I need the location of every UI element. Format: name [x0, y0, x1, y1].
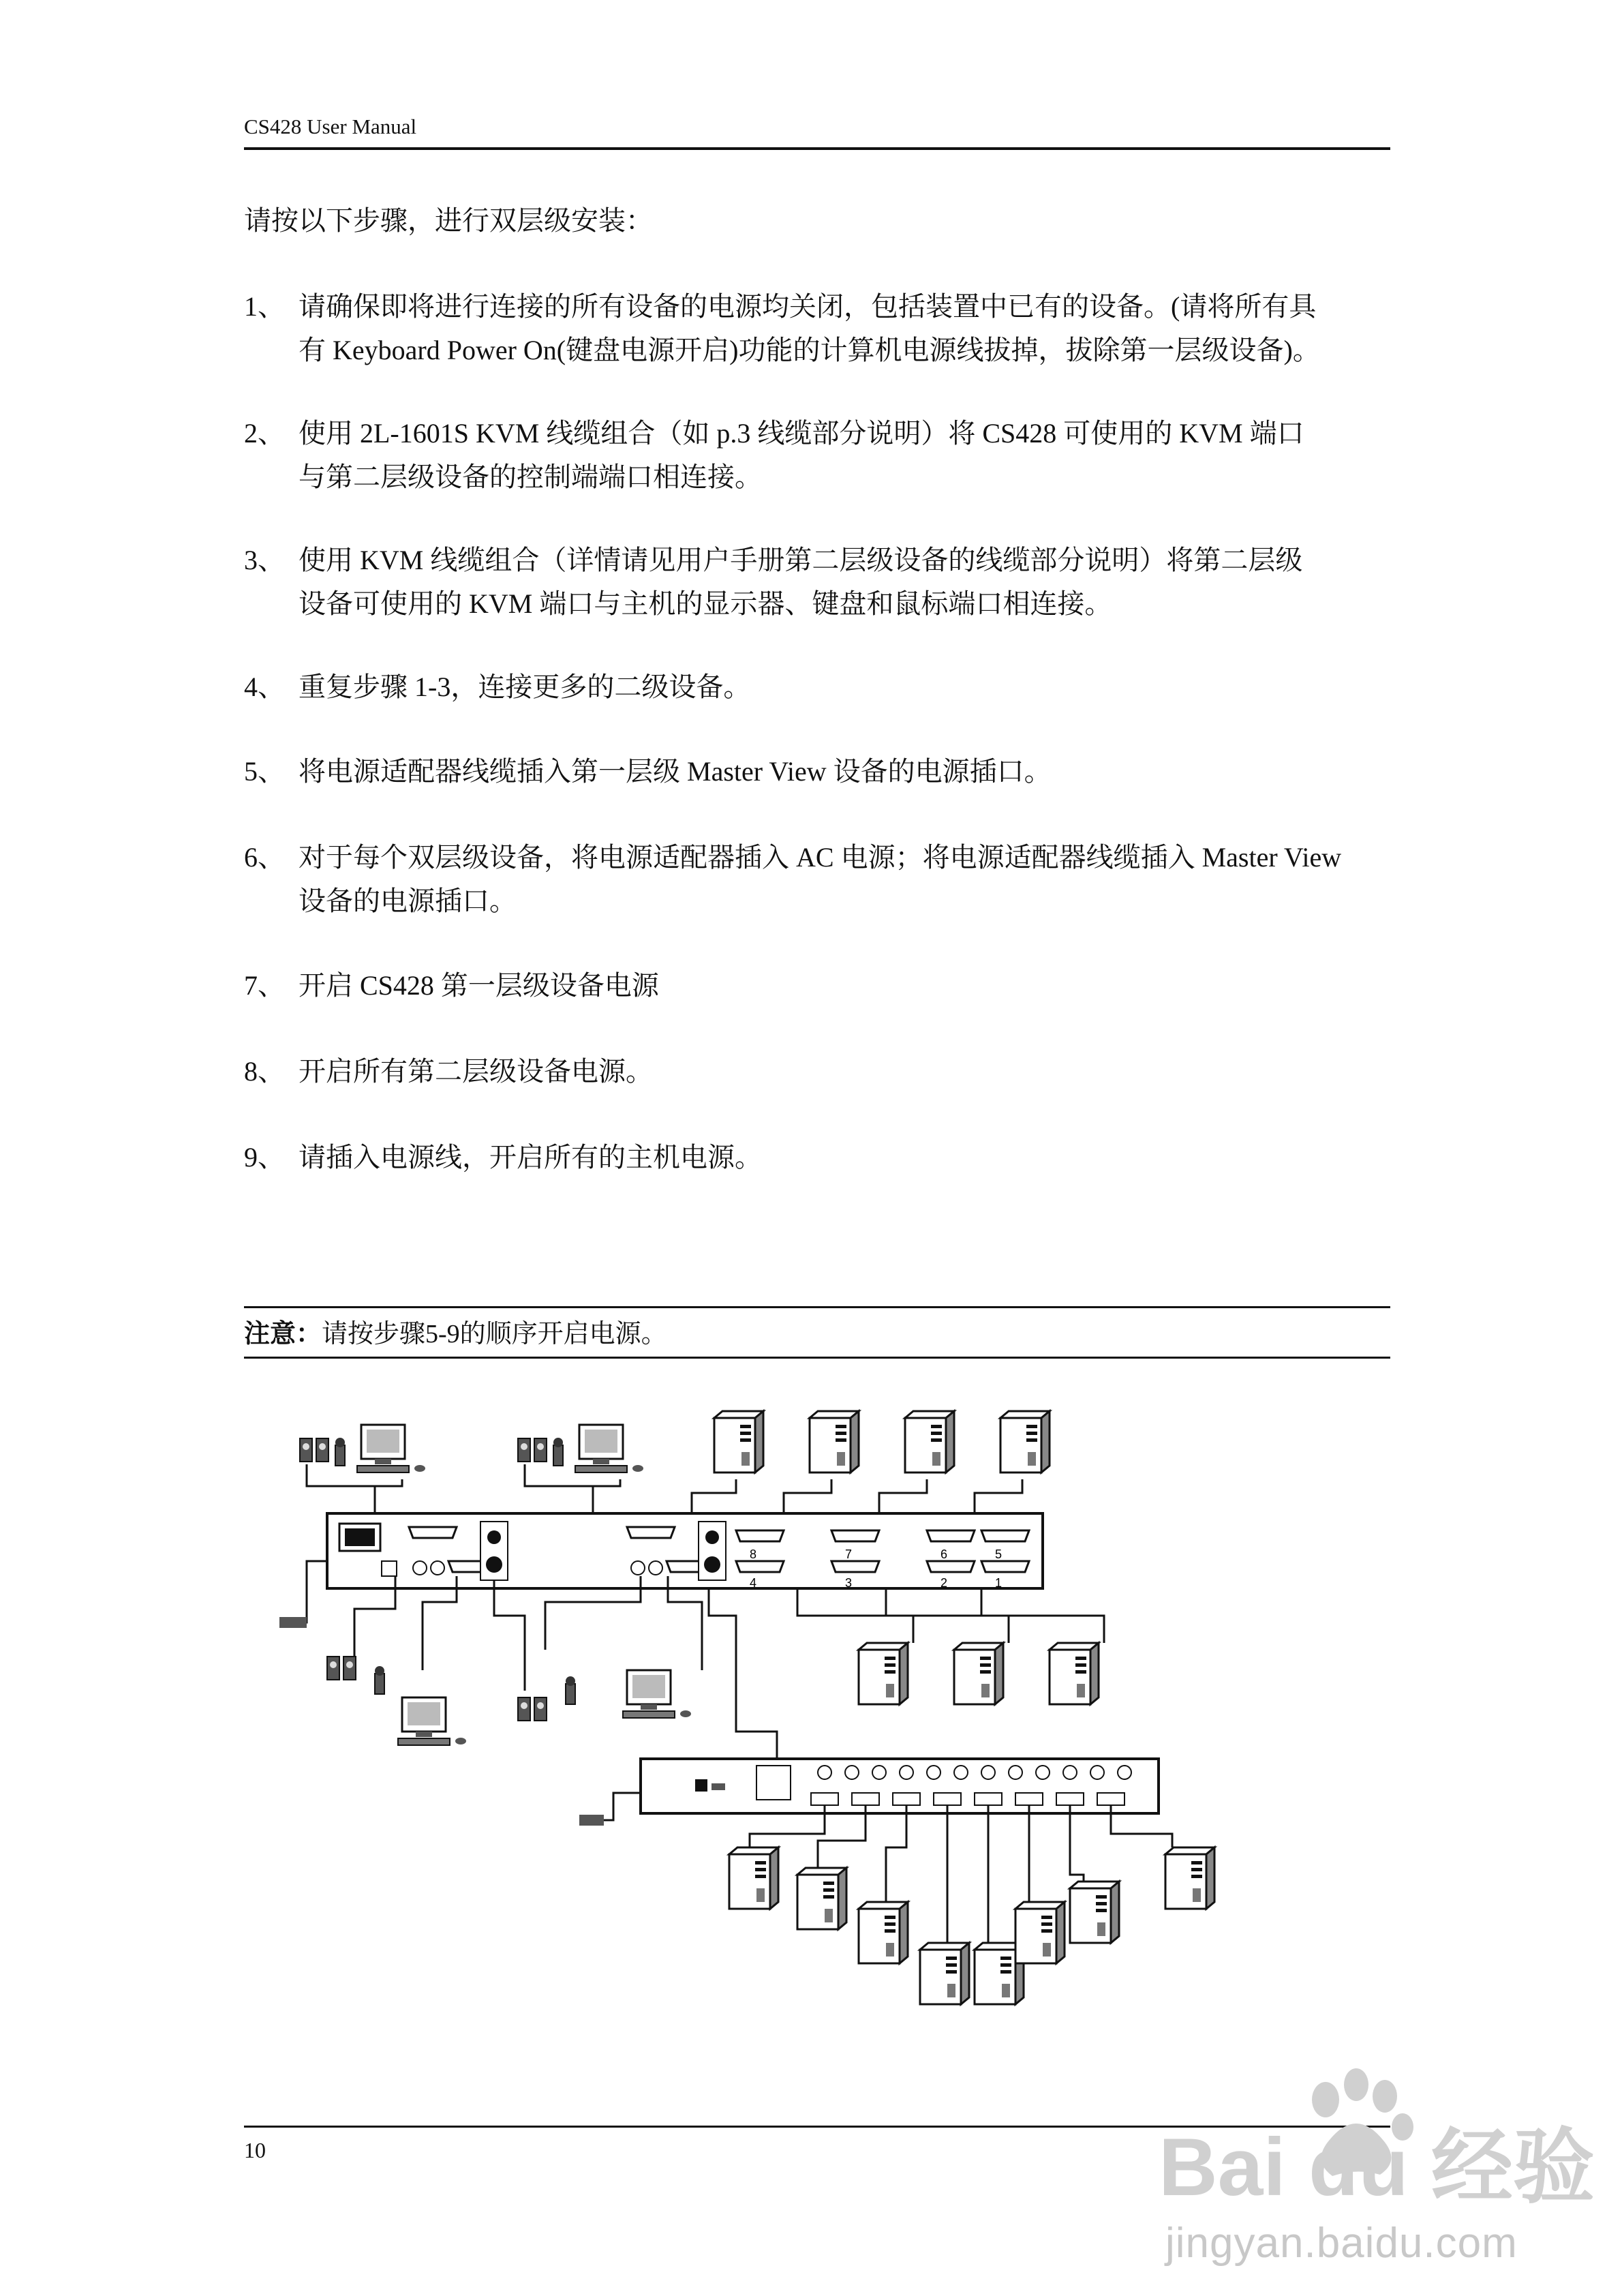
watermark-brand: Bai du 经验 — [1159, 2121, 1595, 2213]
cs428-switch — [327, 1513, 1043, 1588]
step-6 — [244, 836, 1390, 923]
port-label: 7 — [845, 1547, 853, 1561]
step-line: 与第二层级设备的控制端端口相连接。 — [299, 462, 762, 492]
speakers-icon — [518, 1697, 547, 1721]
note-label: 注意： — [244, 1320, 322, 1348]
step-4 — [244, 665, 1390, 709]
step-line: 重复步骤 1-3，连接更多的二级设备。 — [299, 671, 751, 702]
step-number: 5、 — [244, 756, 285, 787]
computer-icon — [1070, 1882, 1119, 1943]
computer-icon — [1050, 1643, 1099, 1704]
step-line: 请确保即将进行连接的所有设备的电源均关闭，包括装置中已有的设备。(请将所有具 — [299, 291, 1317, 322]
step-line: 设备的电源插口。 — [299, 886, 517, 916]
speakers-icon — [518, 1438, 547, 1462]
note — [244, 1318, 667, 1350]
power-adapter-icon — [579, 1815, 604, 1826]
computer-icon — [954, 1643, 1003, 1704]
power-adapter-icon — [279, 1617, 307, 1628]
computer-icon — [920, 1943, 969, 2004]
computer-icon — [905, 1411, 954, 1472]
port-label: 4 — [750, 1576, 757, 1590]
computer-icon — [859, 1643, 908, 1704]
speakers-icon — [300, 1438, 328, 1462]
port-label: 5 — [995, 1547, 1003, 1561]
step-line: 使用 KVM 线缆组合（详情请见用户手册第二层级设备的线缆部分说明）将第二层级 — [299, 545, 1303, 575]
step-line: 使用 2L-1601S KVM 线缆组合（如 p.3 线缆部分说明）将 CS428 可使用的 KVM 端口 — [299, 418, 1304, 449]
monitor-icon — [357, 1425, 425, 1472]
step-number: 1、 — [244, 291, 285, 322]
step-2 — [244, 412, 1390, 499]
port-label: 8 — [750, 1547, 757, 1561]
step-5 — [244, 750, 1390, 794]
step-number: 3、 — [244, 545, 285, 575]
header-rule — [244, 147, 1390, 150]
step-line: 开启所有第二层级设备电源。 — [299, 1056, 653, 1087]
console-group-left — [300, 1425, 425, 1472]
port-label: 6 — [940, 1547, 948, 1561]
step-line: 将电源适配器线缆插入第一层级 Master View 设备的电源插口。 — [299, 756, 1052, 787]
step-number: 7、 — [244, 970, 285, 1001]
baidu-watermark-logo — [1145, 2059, 1595, 2222]
header-title: CS428 User Manual — [244, 115, 417, 138]
watermark-url: jingyan.baidu.com — [1165, 2220, 1518, 2267]
computer-icon — [1165, 1847, 1214, 1909]
computer-icon — [714, 1411, 763, 1472]
note-rule-bottom — [244, 1357, 1390, 1359]
step-line: 请插入电源线，开启所有的主机电源。 — [299, 1142, 762, 1173]
port-label: 2 — [940, 1576, 948, 1590]
monitor-icon — [398, 1697, 466, 1745]
step-8 — [244, 1050, 1390, 1093]
step-1 — [244, 285, 1390, 372]
computer-icon — [859, 1902, 908, 1963]
step-number: 2、 — [244, 418, 285, 449]
computer-icon — [797, 1868, 846, 1929]
port-label: 1 — [995, 1576, 1003, 1590]
port-label: 3 — [845, 1576, 853, 1590]
step-number: 6、 — [244, 842, 285, 873]
computer-icon — [1000, 1411, 1050, 1472]
joystick-icon — [375, 1666, 384, 1694]
monitor-icon — [623, 1670, 691, 1718]
note-rule-top — [244, 1306, 1390, 1308]
computer-icon — [810, 1411, 859, 1472]
monitor-icon — [575, 1425, 643, 1472]
step-7 — [244, 964, 1390, 1008]
intro-text: 请按以下步骤，进行双层级安装： — [244, 205, 653, 236]
computer-icon — [729, 1847, 778, 1909]
step-line: 设备可使用的 KVM 端口与主机的显示器、键盘和鼠标端口相连接。 — [299, 588, 1112, 619]
joystick-icon — [553, 1438, 563, 1466]
step-line: 有 Keyboard Power On(键盘电源开启)功能的计算机电源线拔掉，拔除第一层级设备)。 — [299, 335, 1320, 365]
installation-diagram — [259, 1398, 1240, 2011]
step-number: 4、 — [244, 671, 285, 702]
step-3 — [244, 539, 1390, 626]
joystick-icon — [566, 1676, 575, 1704]
step-9 — [244, 1136, 1390, 1179]
page-number: 10 — [244, 2138, 266, 2162]
speakers-icon — [327, 1657, 356, 1680]
step-number: 9、 — [244, 1142, 285, 1173]
note-text: 请按步骤5-9的顺序开启电源。 — [322, 1320, 667, 1348]
step-line: 开启 CS428 第一层级设备电源 — [299, 970, 659, 1001]
computer-icon — [1015, 1902, 1065, 1963]
step-number: 8、 — [244, 1056, 285, 1087]
joystick-icon — [335, 1438, 345, 1466]
step-line: 对于每个双层级设备，将电源适配器插入 AC 电源；将电源适配器线缆插入 Master View — [299, 842, 1342, 873]
console-group-right — [518, 1425, 643, 1472]
